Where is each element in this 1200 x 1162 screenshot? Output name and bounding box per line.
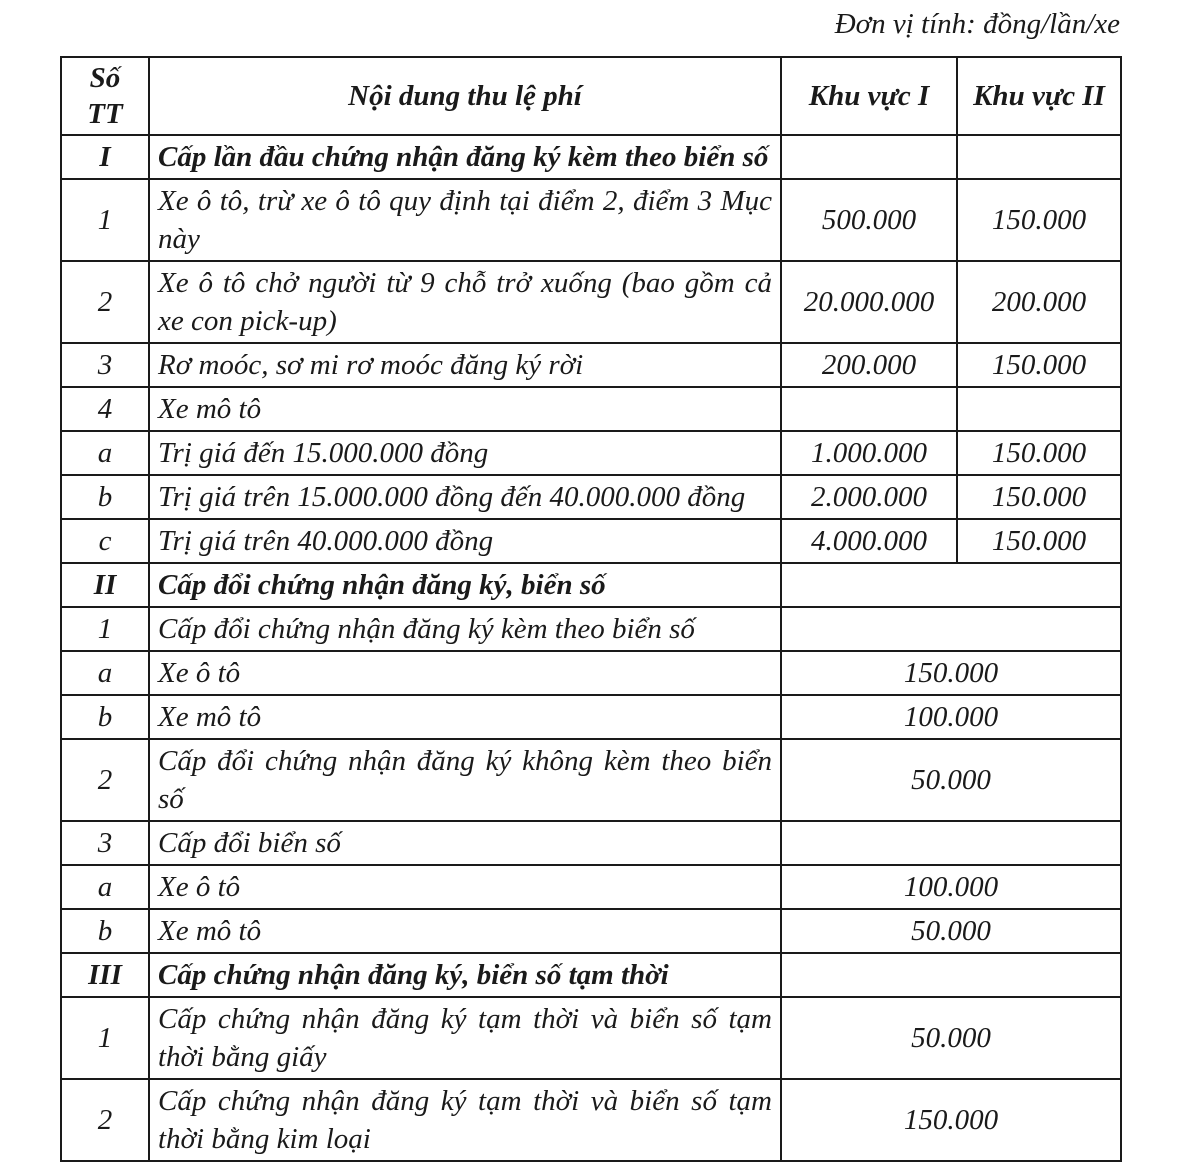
- table-row: [61, 865, 1121, 909]
- table-header-row: [61, 57, 1121, 135]
- row-fee-region-1: [781, 387, 957, 431]
- row-content: Cấp đổi chứng nhận đăng ký kèm theo biển số: [149, 607, 781, 651]
- table-row: [61, 431, 1121, 475]
- row-content: Xe ô tô: [149, 865, 781, 909]
- unit-label: Đơn vị tính: đồng/lần/xe: [834, 8, 1120, 40]
- row-content: Trị giá trên 40.000.000 đồng: [149, 519, 781, 563]
- row-fee-both-regions: 150.000: [781, 1079, 1121, 1161]
- table-row: [61, 475, 1121, 519]
- row-fee-region-2: 150.000: [957, 179, 1121, 261]
- row-fee-region-1: 1.000.000: [781, 431, 957, 475]
- row-content: Cấp đổi chứng nhận đăng ký không kèm theo biển số: [149, 739, 781, 821]
- row-stt: b: [61, 695, 149, 739]
- row-content: Cấp chứng nhận đăng ký, biển số tạm thời: [149, 953, 781, 997]
- row-content: Xe mô tô: [149, 909, 781, 953]
- row-stt: 3: [61, 343, 149, 387]
- row-fee-region-2: [957, 135, 1121, 179]
- row-content: Cấp lần đầu chứng nhận đăng ký kèm theo biển số: [149, 135, 781, 179]
- row-fee-region-1: 200.000: [781, 343, 957, 387]
- row-fee-region-2: [957, 387, 1121, 431]
- table-row: [61, 1079, 1121, 1161]
- row-stt: I: [61, 135, 149, 179]
- row-fee-region-2: 150.000: [957, 519, 1121, 563]
- row-fee-both-regions: 50.000: [781, 909, 1121, 953]
- table-row: [61, 695, 1121, 739]
- table-row: [61, 519, 1121, 563]
- header-region-1: Khu vực I: [781, 57, 957, 135]
- row-stt: 4: [61, 387, 149, 431]
- row-stt: a: [61, 431, 149, 475]
- row-fee-both-regions: 50.000: [781, 997, 1121, 1079]
- table-row: [61, 607, 1121, 651]
- row-stt: c: [61, 519, 149, 563]
- row-fee-region-2: 150.000: [957, 475, 1121, 519]
- table-section-row: [61, 953, 1121, 997]
- row-fee-region-1: 4.000.000: [781, 519, 957, 563]
- table-section-row: [61, 135, 1121, 179]
- row-content: Xe ô tô, trừ xe ô tô quy định tại điểm 2, điểm 3 Mục này: [149, 179, 781, 261]
- header-content: Nội dung thu lệ phí: [149, 57, 781, 135]
- row-content: Cấp chứng nhận đăng ký tạm thời và biển số tạm thời bằng giấy: [149, 997, 781, 1079]
- table-row: [61, 651, 1121, 695]
- row-fee-both-regions: 150.000: [781, 651, 1121, 695]
- row-stt: 3: [61, 821, 149, 865]
- row-fee-both-regions: [781, 953, 1121, 997]
- row-fee-region-2: 200.000: [957, 261, 1121, 343]
- row-stt: 1: [61, 607, 149, 651]
- row-content: Xe ô tô chở người từ 9 chỗ trở xuống (bao gồm cả xe con pick-up): [149, 261, 781, 343]
- row-content: Rơ moóc, sơ mi rơ moóc đăng ký rời: [149, 343, 781, 387]
- row-stt: 1: [61, 179, 149, 261]
- row-fee-region-1: 2.000.000: [781, 475, 957, 519]
- row-stt: b: [61, 475, 149, 519]
- table-row: [61, 739, 1121, 821]
- row-fee-region-1: 500.000: [781, 179, 957, 261]
- table-section-row: [61, 563, 1121, 607]
- row-fee-region-2: 150.000: [957, 343, 1121, 387]
- row-fee-both-regions: 100.000: [781, 695, 1121, 739]
- row-stt: a: [61, 651, 149, 695]
- table-row: [61, 909, 1121, 953]
- table-row: [61, 261, 1121, 343]
- table-row: [61, 343, 1121, 387]
- fee-table: [60, 56, 1122, 1162]
- row-stt: III: [61, 953, 149, 997]
- row-content: Cấp đổi chứng nhận đăng ký, biển số: [149, 563, 781, 607]
- row-stt: 2: [61, 261, 149, 343]
- row-stt: 2: [61, 739, 149, 821]
- table-body: [61, 135, 1121, 1161]
- row-fee-both-regions: 100.000: [781, 865, 1121, 909]
- row-fee-region-2: 150.000: [957, 431, 1121, 475]
- row-fee-region-1: 20.000.000: [781, 261, 957, 343]
- row-content: Cấp đổi biển số: [149, 821, 781, 865]
- row-stt: b: [61, 909, 149, 953]
- header-stt: Số TT: [61, 57, 149, 135]
- row-stt: 2: [61, 1079, 149, 1161]
- row-content: Xe ô tô: [149, 651, 781, 695]
- row-fee-both-regions: [781, 821, 1121, 865]
- row-content: Trị giá trên 15.000.000 đồng đến 40.000.000 đồng: [149, 475, 781, 519]
- row-content: Xe mô tô: [149, 387, 781, 431]
- row-stt: a: [61, 865, 149, 909]
- row-fee-both-regions: [781, 563, 1121, 607]
- row-content: Trị giá đến 15.000.000 đồng: [149, 431, 781, 475]
- row-content: Cấp chứng nhận đăng ký tạm thời và biển số tạm thời bằng kim loại: [149, 1079, 781, 1161]
- table-row: [61, 179, 1121, 261]
- table-row: [61, 997, 1121, 1079]
- table-row: [61, 387, 1121, 431]
- row-fee-both-regions: 50.000: [781, 739, 1121, 821]
- row-fee-both-regions: [781, 607, 1121, 651]
- header-region-2: Khu vực II: [957, 57, 1121, 135]
- row-stt: 1: [61, 997, 149, 1079]
- row-fee-region-1: [781, 135, 957, 179]
- row-content: Xe mô tô: [149, 695, 781, 739]
- table-row: [61, 821, 1121, 865]
- row-stt: II: [61, 563, 149, 607]
